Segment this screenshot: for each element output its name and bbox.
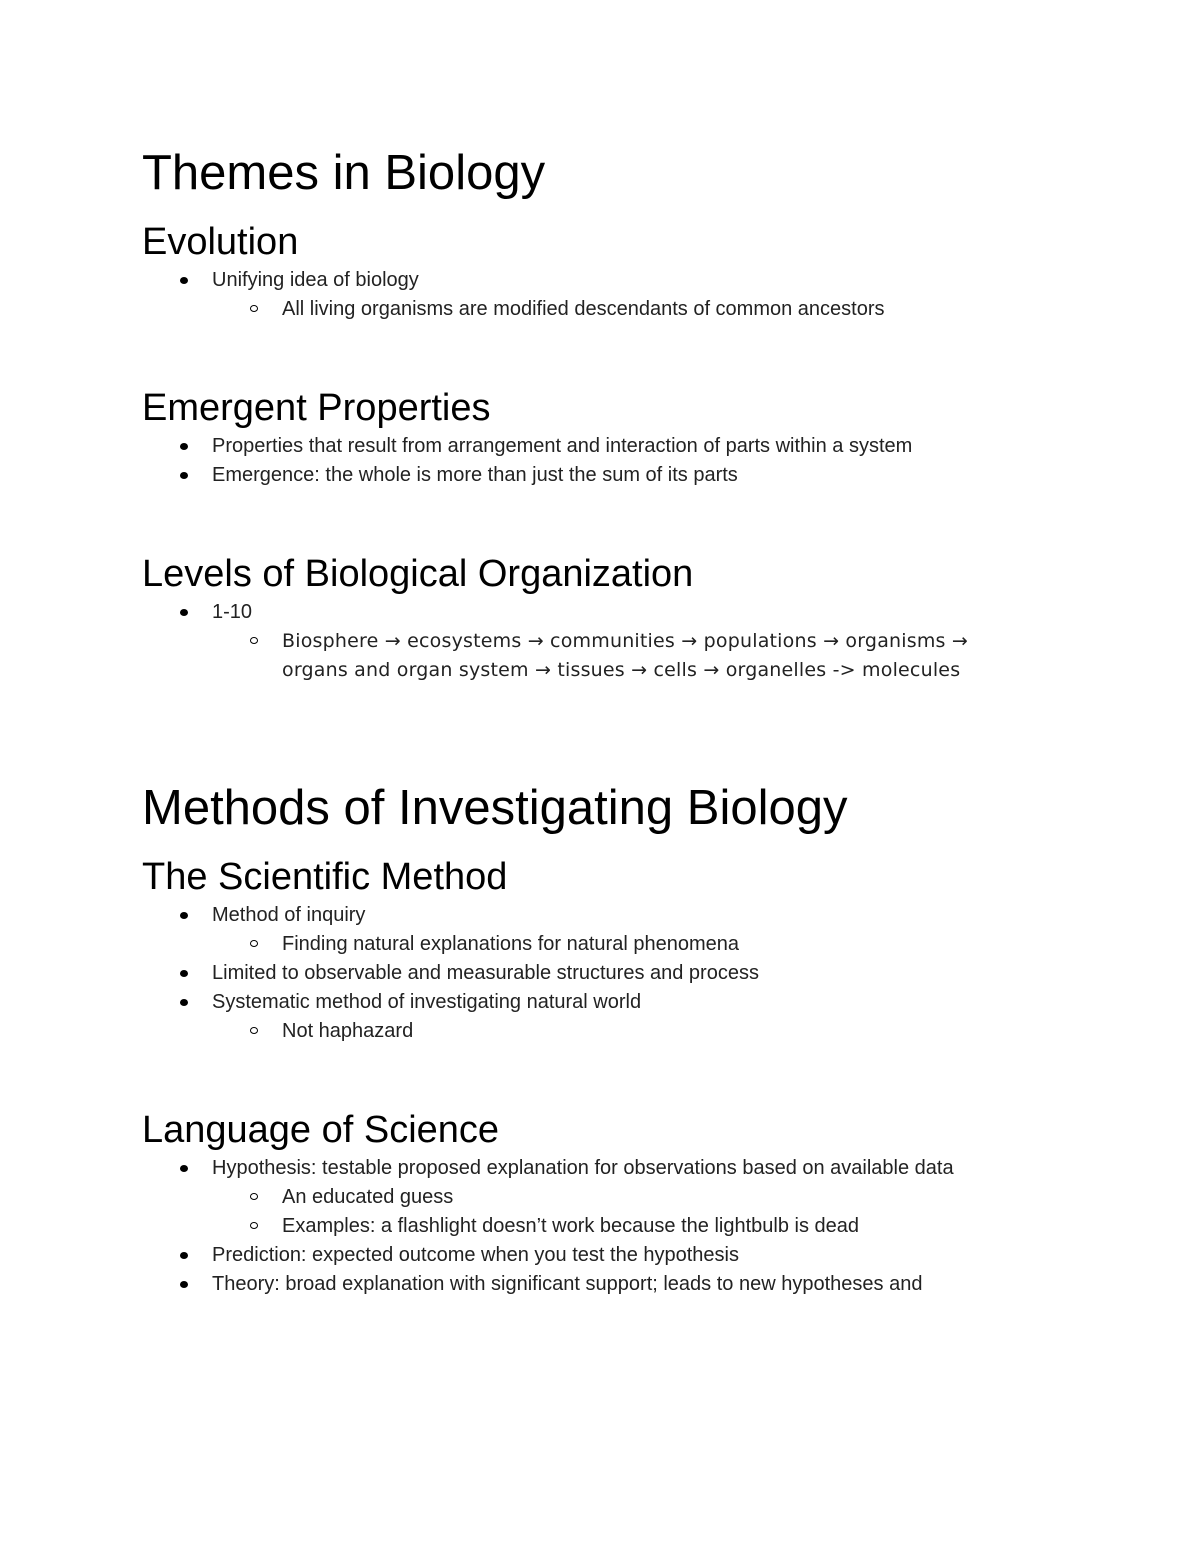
list-item-text: Not haphazard bbox=[282, 1020, 414, 1042]
heading-evolution: Evolution bbox=[142, 221, 299, 263]
document-page bbox=[142, 140, 1082, 1299]
bullet-icon bbox=[180, 1281, 188, 1288]
list-item bbox=[142, 266, 1082, 295]
bullet-icon bbox=[180, 1165, 188, 1172]
list-item bbox=[142, 432, 1082, 461]
bullet-icon bbox=[180, 277, 188, 284]
hollow-bullet-icon bbox=[250, 637, 258, 644]
list-item-text: Prediction: expected outcome when you test the hypothesis bbox=[212, 1244, 739, 1266]
bullet-icon bbox=[180, 999, 188, 1006]
hollow-bullet-icon bbox=[250, 305, 258, 312]
list-item bbox=[142, 1241, 1082, 1270]
bullet-icon bbox=[180, 472, 188, 479]
list-item-text: Theory: broad explanation with significant support; leads to new hypotheses and bbox=[212, 1273, 923, 1295]
list-item-text: Properties that result from arrangement and interaction of parts within a system bbox=[212, 435, 913, 457]
list-item bbox=[142, 1212, 1082, 1241]
bullet-icon bbox=[180, 970, 188, 977]
list-item-text: Method of inquiry bbox=[212, 904, 366, 926]
list-item-text-line-1: Biosphere → ecosystems → communities → populations → organisms → bbox=[282, 630, 969, 652]
heading-emergent-properties: Emergent Properties bbox=[142, 387, 491, 429]
list-item bbox=[142, 930, 1082, 959]
hollow-bullet-icon bbox=[250, 1193, 258, 1200]
list-item-text: All living organisms are modified descendants of common ancestors bbox=[282, 298, 885, 320]
list-item bbox=[142, 901, 1082, 930]
bullet-icon bbox=[180, 443, 188, 450]
list-item bbox=[142, 1270, 1082, 1299]
list-item bbox=[142, 1154, 1082, 1183]
list-item bbox=[142, 1017, 1082, 1046]
hollow-bullet-icon bbox=[250, 1222, 258, 1229]
hollow-bullet-icon bbox=[250, 940, 258, 947]
list-item-text: Limited to observable and measurable structures and process bbox=[212, 962, 759, 984]
list-item bbox=[142, 627, 1082, 685]
bullet-icon bbox=[180, 609, 188, 616]
list-item-text: Finding natural explanations for natural phenomena bbox=[282, 933, 739, 955]
bullet-icon bbox=[180, 1252, 188, 1259]
list-item-text: An educated guess bbox=[282, 1186, 454, 1208]
title-methods-of-investigating-biology: Methods of Investigating Biology bbox=[142, 781, 848, 835]
hollow-bullet-icon bbox=[250, 1027, 258, 1034]
list-item-text: Unifying idea of biology bbox=[212, 269, 419, 291]
list-levels-of-organization bbox=[142, 598, 1082, 685]
list-item bbox=[142, 461, 1082, 490]
list-item-text: 1-10 bbox=[212, 601, 253, 623]
heading-language-of-science: Language of Science bbox=[142, 1109, 500, 1151]
list-item-text: Systematic method of investigating natural world bbox=[212, 991, 642, 1013]
list-language-of-science bbox=[142, 1154, 1082, 1299]
bullet-icon bbox=[180, 912, 188, 919]
heading-scientific-method: The Scientific Method bbox=[142, 856, 508, 898]
list-item bbox=[142, 988, 1082, 1017]
list-item-text-line-2: organs and organ system → tissues → cells → organelles -> molecules bbox=[282, 659, 961, 681]
list-item bbox=[142, 295, 1082, 324]
list-item bbox=[142, 959, 1082, 988]
title-themes-in-biology: Themes in Biology bbox=[142, 146, 546, 200]
list-item bbox=[142, 598, 1082, 627]
list-item bbox=[142, 1183, 1082, 1212]
list-emergent-properties bbox=[142, 432, 1082, 490]
heading-levels-of-biological-organization: Levels of Biological Organization bbox=[142, 553, 694, 595]
list-item-text: Emergence: the whole is more than just the sum of its parts bbox=[212, 464, 738, 486]
list-scientific-method bbox=[142, 901, 1082, 1046]
list-item-text: Hypothesis: testable proposed explanation for observations based on available data bbox=[212, 1157, 954, 1179]
list-evolution bbox=[142, 266, 1082, 324]
list-item-text: Examples: a flashlight doesn’t work because the lightbulb is dead bbox=[282, 1215, 860, 1237]
